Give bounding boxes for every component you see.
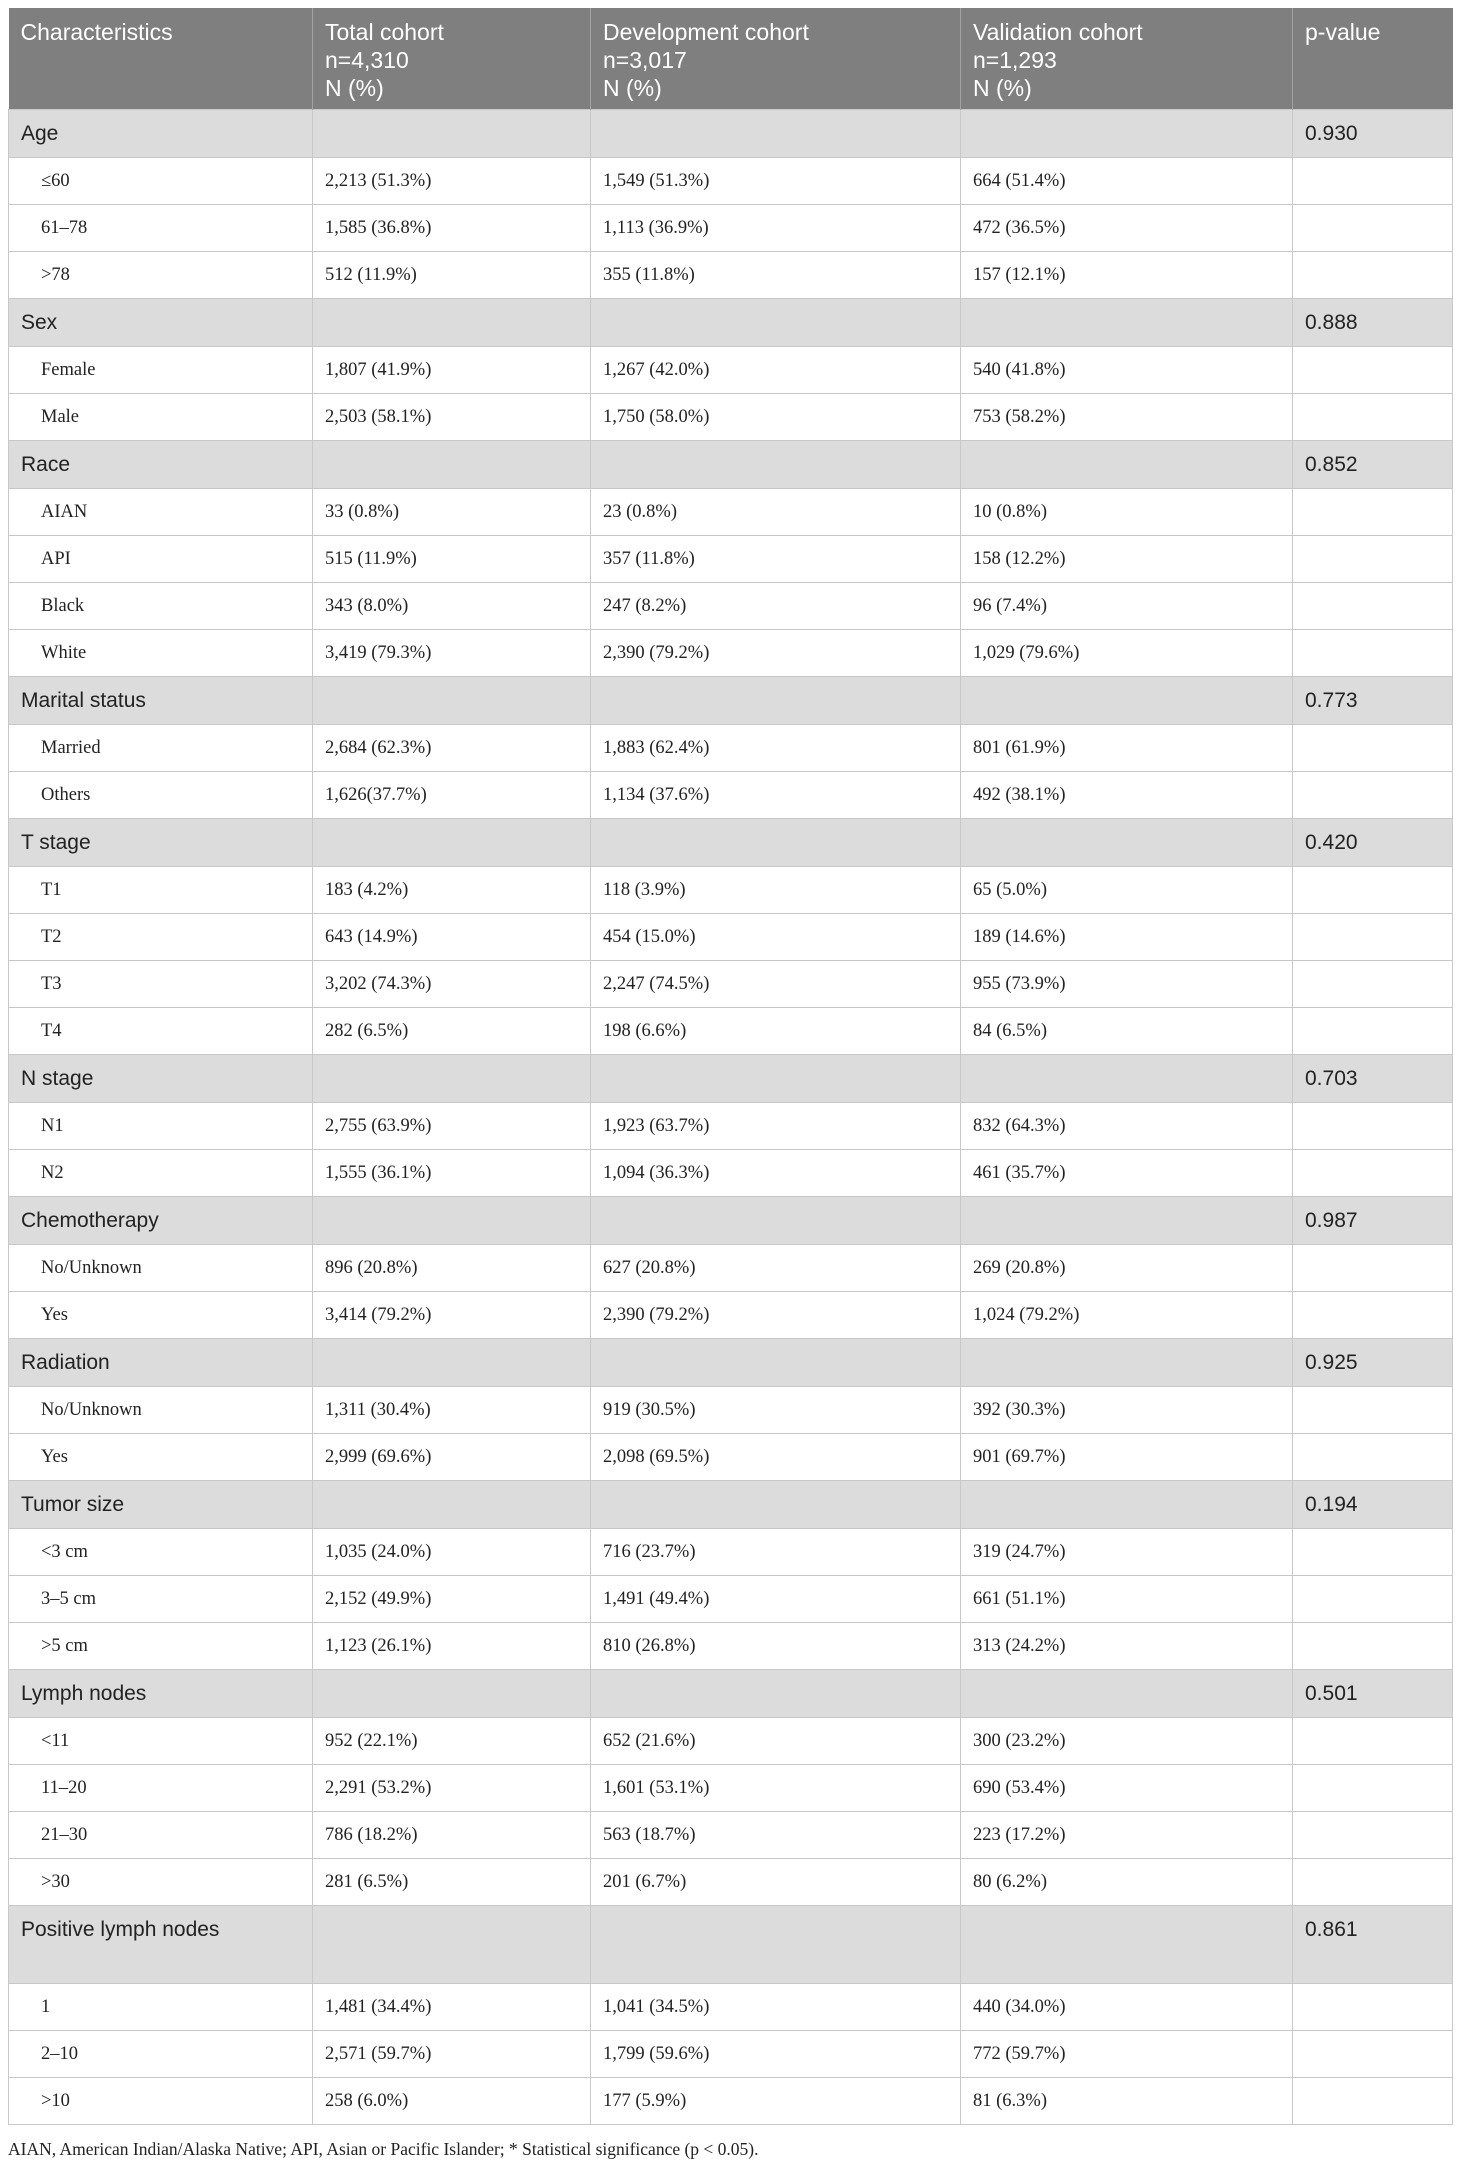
empty-cell: [1293, 1812, 1453, 1859]
validation-cohort-cell: 65 (5.0%): [961, 867, 1293, 914]
category-cell: No/Unknown: [9, 1387, 313, 1434]
empty-cell: [1293, 772, 1453, 819]
table-row: [9, 1812, 1453, 1859]
validation-cohort-cell: 661 (51.1%): [961, 1576, 1293, 1623]
validation-cohort-cell: 10 (0.8%): [961, 489, 1293, 536]
table-row: [9, 489, 1453, 536]
empty-cell: [591, 1481, 961, 1529]
empty-cell: [1293, 1576, 1453, 1623]
table-row: [9, 1292, 1453, 1339]
baseline-characteristics-table: [8, 8, 1453, 2125]
category-cell: Black: [9, 583, 313, 630]
group-row-chemotherapy: [9, 1197, 1453, 1245]
validation-cohort-cell: 81 (6.3%): [961, 2078, 1293, 2125]
table-row: [9, 2078, 1453, 2125]
table-row: [9, 347, 1453, 394]
group-p-value: 0.703: [1293, 1055, 1453, 1103]
development-cohort-cell: 118 (3.9%): [591, 867, 961, 914]
validation-cohort-cell: 84 (6.5%): [961, 1008, 1293, 1055]
empty-cell: [961, 441, 1293, 489]
empty-cell: [1293, 158, 1453, 205]
total-cohort-cell: 1,807 (41.9%): [313, 347, 591, 394]
empty-cell: [961, 1339, 1293, 1387]
development-cohort-cell: 1,923 (63.7%): [591, 1103, 961, 1150]
empty-cell: [1293, 867, 1453, 914]
total-cohort-cell: 2,999 (69.6%): [313, 1434, 591, 1481]
table-row: [9, 772, 1453, 819]
development-cohort-cell: 357 (11.8%): [591, 536, 961, 583]
table-row: [9, 1623, 1453, 1670]
empty-cell: [1293, 2031, 1453, 2078]
table-header-row: [9, 8, 1453, 110]
total-cohort-cell: 2,291 (53.2%): [313, 1765, 591, 1812]
validation-cohort-cell: 96 (7.4%): [961, 583, 1293, 630]
group-label: Tumor size: [9, 1481, 313, 1529]
development-cohort-cell: 1,799 (59.6%): [591, 2031, 961, 2078]
empty-cell: [1293, 1245, 1453, 1292]
header-total-cohort: Total cohort n=4,310 N (%): [313, 8, 591, 110]
development-cohort-cell: 198 (6.6%): [591, 1008, 961, 1055]
table-row: [9, 1434, 1453, 1481]
table-row: [9, 630, 1453, 677]
total-cohort-cell: 1,626(37.7%): [313, 772, 591, 819]
empty-cell: [1293, 630, 1453, 677]
category-cell: 1: [9, 1984, 313, 2031]
empty-cell: [1293, 394, 1453, 441]
empty-cell: [591, 1197, 961, 1245]
development-cohort-cell: 1,750 (58.0%): [591, 394, 961, 441]
development-cohort-cell: 563 (18.7%): [591, 1812, 961, 1859]
validation-cohort-cell: 753 (58.2%): [961, 394, 1293, 441]
table-footnote: AIAN, American Indian/Alaska Native; API, Asian or Pacific Islander; * Statistical significance (p < 0.05).: [8, 2139, 759, 2159]
total-cohort-cell: 1,555 (36.1%): [313, 1150, 591, 1197]
group-row-t-stage: [9, 819, 1453, 867]
validation-cohort-cell: 540 (41.8%): [961, 347, 1293, 394]
table-row: [9, 583, 1453, 630]
development-cohort-cell: 454 (15.0%): [591, 914, 961, 961]
empty-cell: [313, 1906, 591, 1984]
category-cell: 11–20: [9, 1765, 313, 1812]
total-cohort-cell: 2,684 (62.3%): [313, 725, 591, 772]
empty-cell: [1293, 536, 1453, 583]
table-row: [9, 1859, 1453, 1906]
development-cohort-cell: 1,094 (36.3%): [591, 1150, 961, 1197]
group-row-lymph-nodes: [9, 1670, 1453, 1718]
total-cohort-cell: 2,571 (59.7%): [313, 2031, 591, 2078]
table-row: [9, 1529, 1453, 1576]
group-p-value: 0.930: [1293, 110, 1453, 158]
validation-cohort-cell: 461 (35.7%): [961, 1150, 1293, 1197]
total-cohort-cell: 281 (6.5%): [313, 1859, 591, 1906]
table-row: [9, 1103, 1453, 1150]
total-cohort-cell: 33 (0.8%): [313, 489, 591, 536]
category-cell: T1: [9, 867, 313, 914]
group-row-positive-lymph-nodes: [9, 1906, 1453, 1984]
total-cohort-cell: 896 (20.8%): [313, 1245, 591, 1292]
category-cell: AIAN: [9, 489, 313, 536]
table-row: [9, 867, 1453, 914]
development-cohort-cell: 627 (20.8%): [591, 1245, 961, 1292]
group-label: Chemotherapy: [9, 1197, 313, 1245]
development-cohort-cell: 2,390 (79.2%): [591, 1292, 961, 1339]
validation-cohort-cell: 157 (12.1%): [961, 252, 1293, 299]
empty-cell: [1293, 1765, 1453, 1812]
empty-cell: [591, 1339, 961, 1387]
empty-cell: [961, 1197, 1293, 1245]
empty-cell: [591, 677, 961, 725]
group-p-value: 0.888: [1293, 299, 1453, 347]
empty-cell: [313, 1055, 591, 1103]
table-body: [9, 110, 1453, 2125]
category-cell: 2–10: [9, 2031, 313, 2078]
total-cohort-cell: 3,419 (79.3%): [313, 630, 591, 677]
category-cell: 3–5 cm: [9, 1576, 313, 1623]
empty-cell: [1293, 1292, 1453, 1339]
category-cell: Yes: [9, 1434, 313, 1481]
validation-cohort-cell: 901 (69.7%): [961, 1434, 1293, 1481]
total-cohort-cell: 2,755 (63.9%): [313, 1103, 591, 1150]
category-cell: T4: [9, 1008, 313, 1055]
group-row-marital-status: [9, 677, 1453, 725]
group-p-value: 0.773: [1293, 677, 1453, 725]
empty-cell: [961, 110, 1293, 158]
empty-cell: [1293, 1984, 1453, 2031]
group-row-sex: [9, 299, 1453, 347]
category-cell: >10: [9, 2078, 313, 2125]
empty-cell: [1293, 2078, 1453, 2125]
total-cohort-cell: 3,202 (74.3%): [313, 961, 591, 1008]
development-cohort-cell: 1,491 (49.4%): [591, 1576, 961, 1623]
table-row: [9, 536, 1453, 583]
table-row: [9, 394, 1453, 441]
validation-cohort-cell: 664 (51.4%): [961, 158, 1293, 205]
table-row: [9, 1387, 1453, 1434]
empty-cell: [1293, 347, 1453, 394]
development-cohort-cell: 2,247 (74.5%): [591, 961, 961, 1008]
category-cell: Male: [9, 394, 313, 441]
development-cohort-cell: 1,041 (34.5%): [591, 1984, 961, 2031]
table-row: [9, 1984, 1453, 2031]
total-cohort-cell: 1,035 (24.0%): [313, 1529, 591, 1576]
empty-cell: [313, 110, 591, 158]
category-cell: White: [9, 630, 313, 677]
group-p-value: 0.852: [1293, 441, 1453, 489]
header-development-cohort: Development cohort n=3,017 N (%): [591, 8, 961, 110]
development-cohort-cell: 1,113 (36.9%): [591, 205, 961, 252]
table-row: [9, 1576, 1453, 1623]
category-cell: T3: [9, 961, 313, 1008]
total-cohort-cell: 1,311 (30.4%): [313, 1387, 591, 1434]
empty-cell: [1293, 1718, 1453, 1765]
header-validation-cohort: Validation cohort n=1,293 N (%): [961, 8, 1293, 110]
total-cohort-cell: 2,503 (58.1%): [313, 394, 591, 441]
empty-cell: [961, 677, 1293, 725]
category-cell: Married: [9, 725, 313, 772]
validation-cohort-cell: 772 (59.7%): [961, 2031, 1293, 2078]
validation-cohort-cell: 300 (23.2%): [961, 1718, 1293, 1765]
category-cell: >78: [9, 252, 313, 299]
empty-cell: [591, 1906, 961, 1984]
development-cohort-cell: 919 (30.5%): [591, 1387, 961, 1434]
table-row: [9, 1150, 1453, 1197]
empty-cell: [1293, 961, 1453, 1008]
validation-cohort-cell: 492 (38.1%): [961, 772, 1293, 819]
validation-cohort-cell: 1,029 (79.6%): [961, 630, 1293, 677]
empty-cell: [961, 1670, 1293, 1718]
category-cell: >5 cm: [9, 1623, 313, 1670]
validation-cohort-cell: 690 (53.4%): [961, 1765, 1293, 1812]
validation-cohort-cell: 1,024 (79.2%): [961, 1292, 1293, 1339]
empty-cell: [591, 1055, 961, 1103]
development-cohort-cell: 1,883 (62.4%): [591, 725, 961, 772]
development-cohort-cell: 2,390 (79.2%): [591, 630, 961, 677]
category-cell: 61–78: [9, 205, 313, 252]
empty-cell: [313, 677, 591, 725]
total-cohort-cell: 643 (14.9%): [313, 914, 591, 961]
category-cell: Others: [9, 772, 313, 819]
empty-cell: [1293, 252, 1453, 299]
group-p-value: 0.501: [1293, 1670, 1453, 1718]
group-label: Lymph nodes: [9, 1670, 313, 1718]
empty-cell: [1293, 1387, 1453, 1434]
table-row: [9, 205, 1453, 252]
category-cell: >30: [9, 1859, 313, 1906]
category-cell: N1: [9, 1103, 313, 1150]
development-cohort-cell: 2,098 (69.5%): [591, 1434, 961, 1481]
table-row: [9, 1765, 1453, 1812]
category-cell: API: [9, 536, 313, 583]
empty-cell: [1293, 583, 1453, 630]
empty-cell: [1293, 1008, 1453, 1055]
validation-cohort-cell: 472 (36.5%): [961, 205, 1293, 252]
validation-cohort-cell: 319 (24.7%): [961, 1529, 1293, 1576]
category-cell: 21–30: [9, 1812, 313, 1859]
validation-cohort-cell: 223 (17.2%): [961, 1812, 1293, 1859]
development-cohort-cell: 1,601 (53.1%): [591, 1765, 961, 1812]
empty-cell: [313, 819, 591, 867]
empty-cell: [1293, 1623, 1453, 1670]
table-row: [9, 1245, 1453, 1292]
category-cell: <3 cm: [9, 1529, 313, 1576]
category-cell: T2: [9, 914, 313, 961]
group-label: Race: [9, 441, 313, 489]
development-cohort-cell: 1,549 (51.3%): [591, 158, 961, 205]
total-cohort-cell: 183 (4.2%): [313, 867, 591, 914]
table-row: [9, 252, 1453, 299]
development-cohort-cell: 23 (0.8%): [591, 489, 961, 536]
validation-cohort-cell: 269 (20.8%): [961, 1245, 1293, 1292]
total-cohort-cell: 515 (11.9%): [313, 536, 591, 583]
validation-cohort-cell: 801 (61.9%): [961, 725, 1293, 772]
empty-cell: [961, 1906, 1293, 1984]
development-cohort-cell: 177 (5.9%): [591, 2078, 961, 2125]
validation-cohort-cell: 832 (64.3%): [961, 1103, 1293, 1150]
validation-cohort-cell: 313 (24.2%): [961, 1623, 1293, 1670]
table-row: [9, 158, 1453, 205]
category-cell: N2: [9, 1150, 313, 1197]
development-cohort-cell: 1,134 (37.6%): [591, 772, 961, 819]
category-cell: <11: [9, 1718, 313, 1765]
group-label: Marital status: [9, 677, 313, 725]
total-cohort-cell: 282 (6.5%): [313, 1008, 591, 1055]
empty-cell: [1293, 1529, 1453, 1576]
total-cohort-cell: 258 (6.0%): [313, 2078, 591, 2125]
group-row-tumor-size: [9, 1481, 1453, 1529]
table-row: [9, 1008, 1453, 1055]
group-row-age: [9, 110, 1453, 158]
development-cohort-cell: 716 (23.7%): [591, 1529, 961, 1576]
table-row: [9, 1718, 1453, 1765]
table-row: [9, 725, 1453, 772]
group-row-n-stage: [9, 1055, 1453, 1103]
table-row: [9, 2031, 1453, 2078]
development-cohort-cell: 355 (11.8%): [591, 252, 961, 299]
group-p-value: 0.987: [1293, 1197, 1453, 1245]
group-label: Positive lymph nodes: [9, 1906, 313, 1984]
empty-cell: [313, 1339, 591, 1387]
header-p-value: p-value: [1293, 8, 1453, 110]
empty-cell: [313, 1197, 591, 1245]
group-p-value: 0.420: [1293, 819, 1453, 867]
total-cohort-cell: 1,585 (36.8%): [313, 205, 591, 252]
table-row: [9, 914, 1453, 961]
empty-cell: [313, 441, 591, 489]
empty-cell: [313, 1670, 591, 1718]
group-label: Radiation: [9, 1339, 313, 1387]
validation-cohort-cell: 955 (73.9%): [961, 961, 1293, 1008]
development-cohort-cell: 810 (26.8%): [591, 1623, 961, 1670]
empty-cell: [961, 1481, 1293, 1529]
empty-cell: [961, 299, 1293, 347]
empty-cell: [1293, 489, 1453, 536]
group-p-value: 0.925: [1293, 1339, 1453, 1387]
validation-cohort-cell: 158 (12.2%): [961, 536, 1293, 583]
validation-cohort-cell: 392 (30.3%): [961, 1387, 1293, 1434]
table-row: [9, 961, 1453, 1008]
total-cohort-cell: 1,123 (26.1%): [313, 1623, 591, 1670]
total-cohort-cell: 1,481 (34.4%): [313, 1984, 591, 2031]
empty-cell: [1293, 914, 1453, 961]
empty-cell: [313, 1481, 591, 1529]
total-cohort-cell: 952 (22.1%): [313, 1718, 591, 1765]
header-characteristics: Characteristics: [9, 8, 313, 110]
category-cell: ≤60: [9, 158, 313, 205]
development-cohort-cell: 1,267 (42.0%): [591, 347, 961, 394]
validation-cohort-cell: 189 (14.6%): [961, 914, 1293, 961]
group-label: T stage: [9, 819, 313, 867]
empty-cell: [591, 819, 961, 867]
empty-cell: [1293, 725, 1453, 772]
category-cell: No/Unknown: [9, 1245, 313, 1292]
empty-cell: [1293, 1434, 1453, 1481]
total-cohort-cell: 3,414 (79.2%): [313, 1292, 591, 1339]
group-row-radiation: [9, 1339, 1453, 1387]
empty-cell: [1293, 1103, 1453, 1150]
empty-cell: [1293, 205, 1453, 252]
development-cohort-cell: 247 (8.2%): [591, 583, 961, 630]
empty-cell: [313, 299, 591, 347]
group-label: Sex: [9, 299, 313, 347]
empty-cell: [1293, 1859, 1453, 1906]
total-cohort-cell: 2,213 (51.3%): [313, 158, 591, 205]
empty-cell: [591, 299, 961, 347]
validation-cohort-cell: 80 (6.2%): [961, 1859, 1293, 1906]
development-cohort-cell: 201 (6.7%): [591, 1859, 961, 1906]
total-cohort-cell: 786 (18.2%): [313, 1812, 591, 1859]
total-cohort-cell: 512 (11.9%): [313, 252, 591, 299]
validation-cohort-cell: 440 (34.0%): [961, 1984, 1293, 2031]
group-label: N stage: [9, 1055, 313, 1103]
development-cohort-cell: 652 (21.6%): [591, 1718, 961, 1765]
empty-cell: [591, 110, 961, 158]
group-row-race: [9, 441, 1453, 489]
empty-cell: [591, 1670, 961, 1718]
empty-cell: [591, 441, 961, 489]
total-cohort-cell: 343 (8.0%): [313, 583, 591, 630]
group-p-value: 0.861: [1293, 1906, 1453, 1984]
empty-cell: [1293, 1150, 1453, 1197]
group-label: Age: [9, 110, 313, 158]
total-cohort-cell: 2,152 (49.9%): [313, 1576, 591, 1623]
category-cell: Female: [9, 347, 313, 394]
empty-cell: [961, 819, 1293, 867]
empty-cell: [961, 1055, 1293, 1103]
group-p-value: 0.194: [1293, 1481, 1453, 1529]
category-cell: Yes: [9, 1292, 313, 1339]
